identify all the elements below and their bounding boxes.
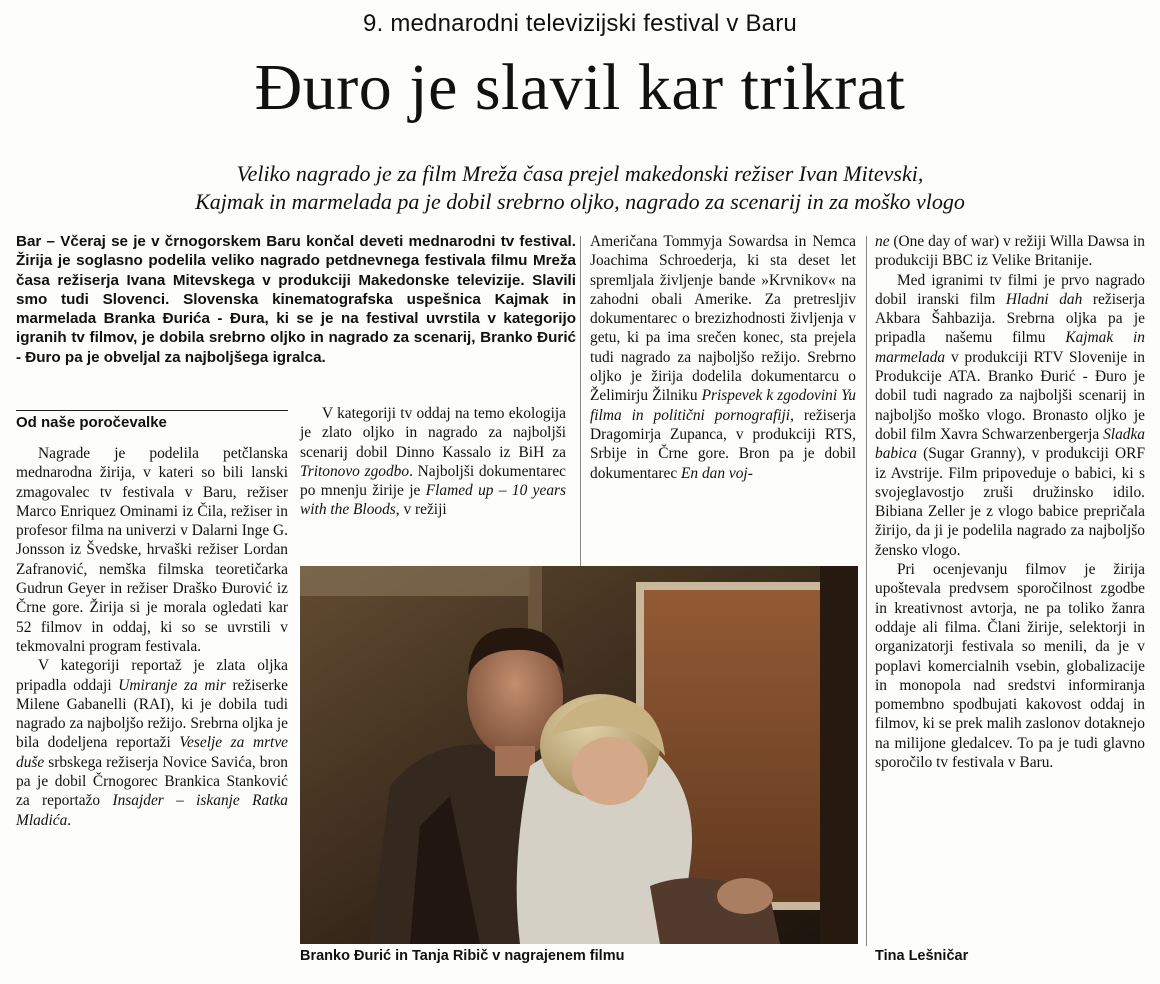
column-2: [300, 404, 566, 520]
column-4-paragraph-2: Med igranimi tv filmi je prvo nagrado dobil iranski film Hladni dah režiserja Akbara Šahbazija. Srebrna oljka pa je pripadla našemu filmu Kajmak in marmelada v produkciji RTV Slovenije in Produkcije ATA. Branko Đurić - Đuro je dobil tudi nagrado za najboljši scenarij in najboljšo moško vlogo. Bronasto oljko je dobil film Xavra Schwarzenbergerja Sladka babica (Sugar Granny), v produkciji ORF iz Avstrije. Film pripoveduje o babici, ki s svojeglavostjo zruši družinsko idilo. Bibiana Zeller je z vlogo babice prepričala žirijo, da ji je podelila nagrado za najboljšo žensko vlogo.: [875, 271, 1146, 559]
headline: Đuro je slavil kar trikrat: [254, 51, 906, 124]
lead-text: – Včeraj se je v črnogorskem Baru končal deveti mednarodni tv festival. Žirija je soglasno podelila veliko nagrado petdnevnega festivala filmu Mreža časa režiserja Ivana Mitevskega v produkciji Makedonske televizije. Slavili smo tudi Slovenci. Slovenska kinematografska uspešnica Kajmak in marmelada Branka Đurića - Đura, ki se je na festival uvrstila v kategorijo igranih tv filmov, je dobila srebrno oljko in nagrado za scenarij, Branko Đurić - Đuro pa je obveljal za najboljšega igralca.: [16, 233, 576, 366]
subhead-line-2: Kajmak in marmelada pa je dobil srebrno oljko, nagrado za scenarij in za moško vlogo: [195, 189, 965, 214]
subhead: [60, 160, 1100, 216]
film-still-illustration: [300, 566, 858, 944]
lead-paragraph: [16, 232, 576, 367]
column-divider: [580, 236, 581, 566]
column-divider: [866, 236, 867, 946]
byline: Od naše poročevalke: [16, 414, 167, 431]
column-4-paragraph-1: ne (One day of war) v režiji Willa Dawsa in produkciji BBC iz Velike Britanije.: [875, 233, 1145, 270]
column-1-paragraph-1: Nagrade je podelila petčlanska mednarodna žirija, v kateri so bili lanski zmagovalec tv festivala v Baru, režiser Marco Enriquez Ominami iz Čila, režiser in profesor filma na univerzi v Dalarni Inge G. Jonsson iz Švedske, hrvaški režiser Lordan Zafranović, nemška filmska teoretičarka Gudrun Geyer in režiser Draško Đurović iz Črne gore. Žirija si je morala ogledati kar 52 filmov in oddaj, ki so se uvrstili v tekmovalni program festivala.: [16, 445, 288, 655]
column-3-paragraph: Američana Tommyja Sowardsa in Nemca Joachima Schroederja, ki sta deset let spremljala življenje bande »Krvnikov« na zahodni obali Amerike. Za pretresljiv dokumentarec o brezizhodnosti življenja v getu, ki pa ima srečen konec, sta prejela tudi nagrado za najboljšo režijo. Srebrno oljko je žirija dodelila dokumentarcu o Želimirju Žilniku Prispevek k zgodovini Yu filma in politični pornografiji, režiserja Dragomirja Zupanca, v produkciji RTS, Srbije in Črne gore. Bron pa je dobil dokumentarec En dan voj-: [590, 233, 856, 482]
column-3: [590, 232, 856, 483]
subhead-line-1: Veliko nagrado je za film Mreža časa prejel makedonski režiser Ivan Mitevski,: [236, 161, 924, 186]
column-2-paragraph: V kategoriji tv oddaj na temo ekologija je zlato oljko in nagrado za najboljši scenarij dobil Dinno Kassalo iz BiH za Tritonovo zgodbo. Najboljši dokumentarec po mnenju žirije je Flamed up – 10 years with the Bloods, v režiji: [300, 405, 567, 519]
column-1-paragraph-2: V kategoriji reportaž je zlata oljka pripadla oddaji Umiranje za mir režiserke Milene Gabanelli (RAI), ki je dobila tudi nagrado za najboljšo režijo. Srebrna oljka je bila dodeljena reportaži Veselje za mrtve duše srbskega režiserja Novice Savića, bron pa je dobil Črnogorec Brankica Stanković za reportažo Insajder – iskanje Ratka Mladića.: [16, 657, 288, 829]
dateline: Bar: [16, 233, 42, 250]
byline-rule: [16, 410, 288, 411]
photo-caption: Branko Đurić in Tanja Ribič v nagrajenem filmu: [300, 948, 625, 964]
column-4: [875, 232, 1145, 772]
kicker: 9. mednarodni televizijski festival v Baru: [363, 10, 797, 37]
column-4-paragraph-3: Pri ocenjevanju filmov je žirija upoštevala predvsem sporočilnost zgodbe in kreativnost avtorja, ne pa toliko žanra oddaje ali filma. Člani žirije, selektorji in organizatorji festivala so menili, da je v poplavi komercialnih vsebin, globalizacije in monopola nad sredstvi informiranja pomembno spodbujati kakovost oddaj in filmov, ki se prek malih zaslonov dotaknejo na milijone gledalcev. To pa je tudi glavno sporočilo tv festivala v Baru.: [875, 561, 1145, 772]
column-1: [16, 444, 288, 830]
author-signature: Tina Lešničar: [875, 948, 969, 964]
film-still-photo: [300, 566, 858, 944]
